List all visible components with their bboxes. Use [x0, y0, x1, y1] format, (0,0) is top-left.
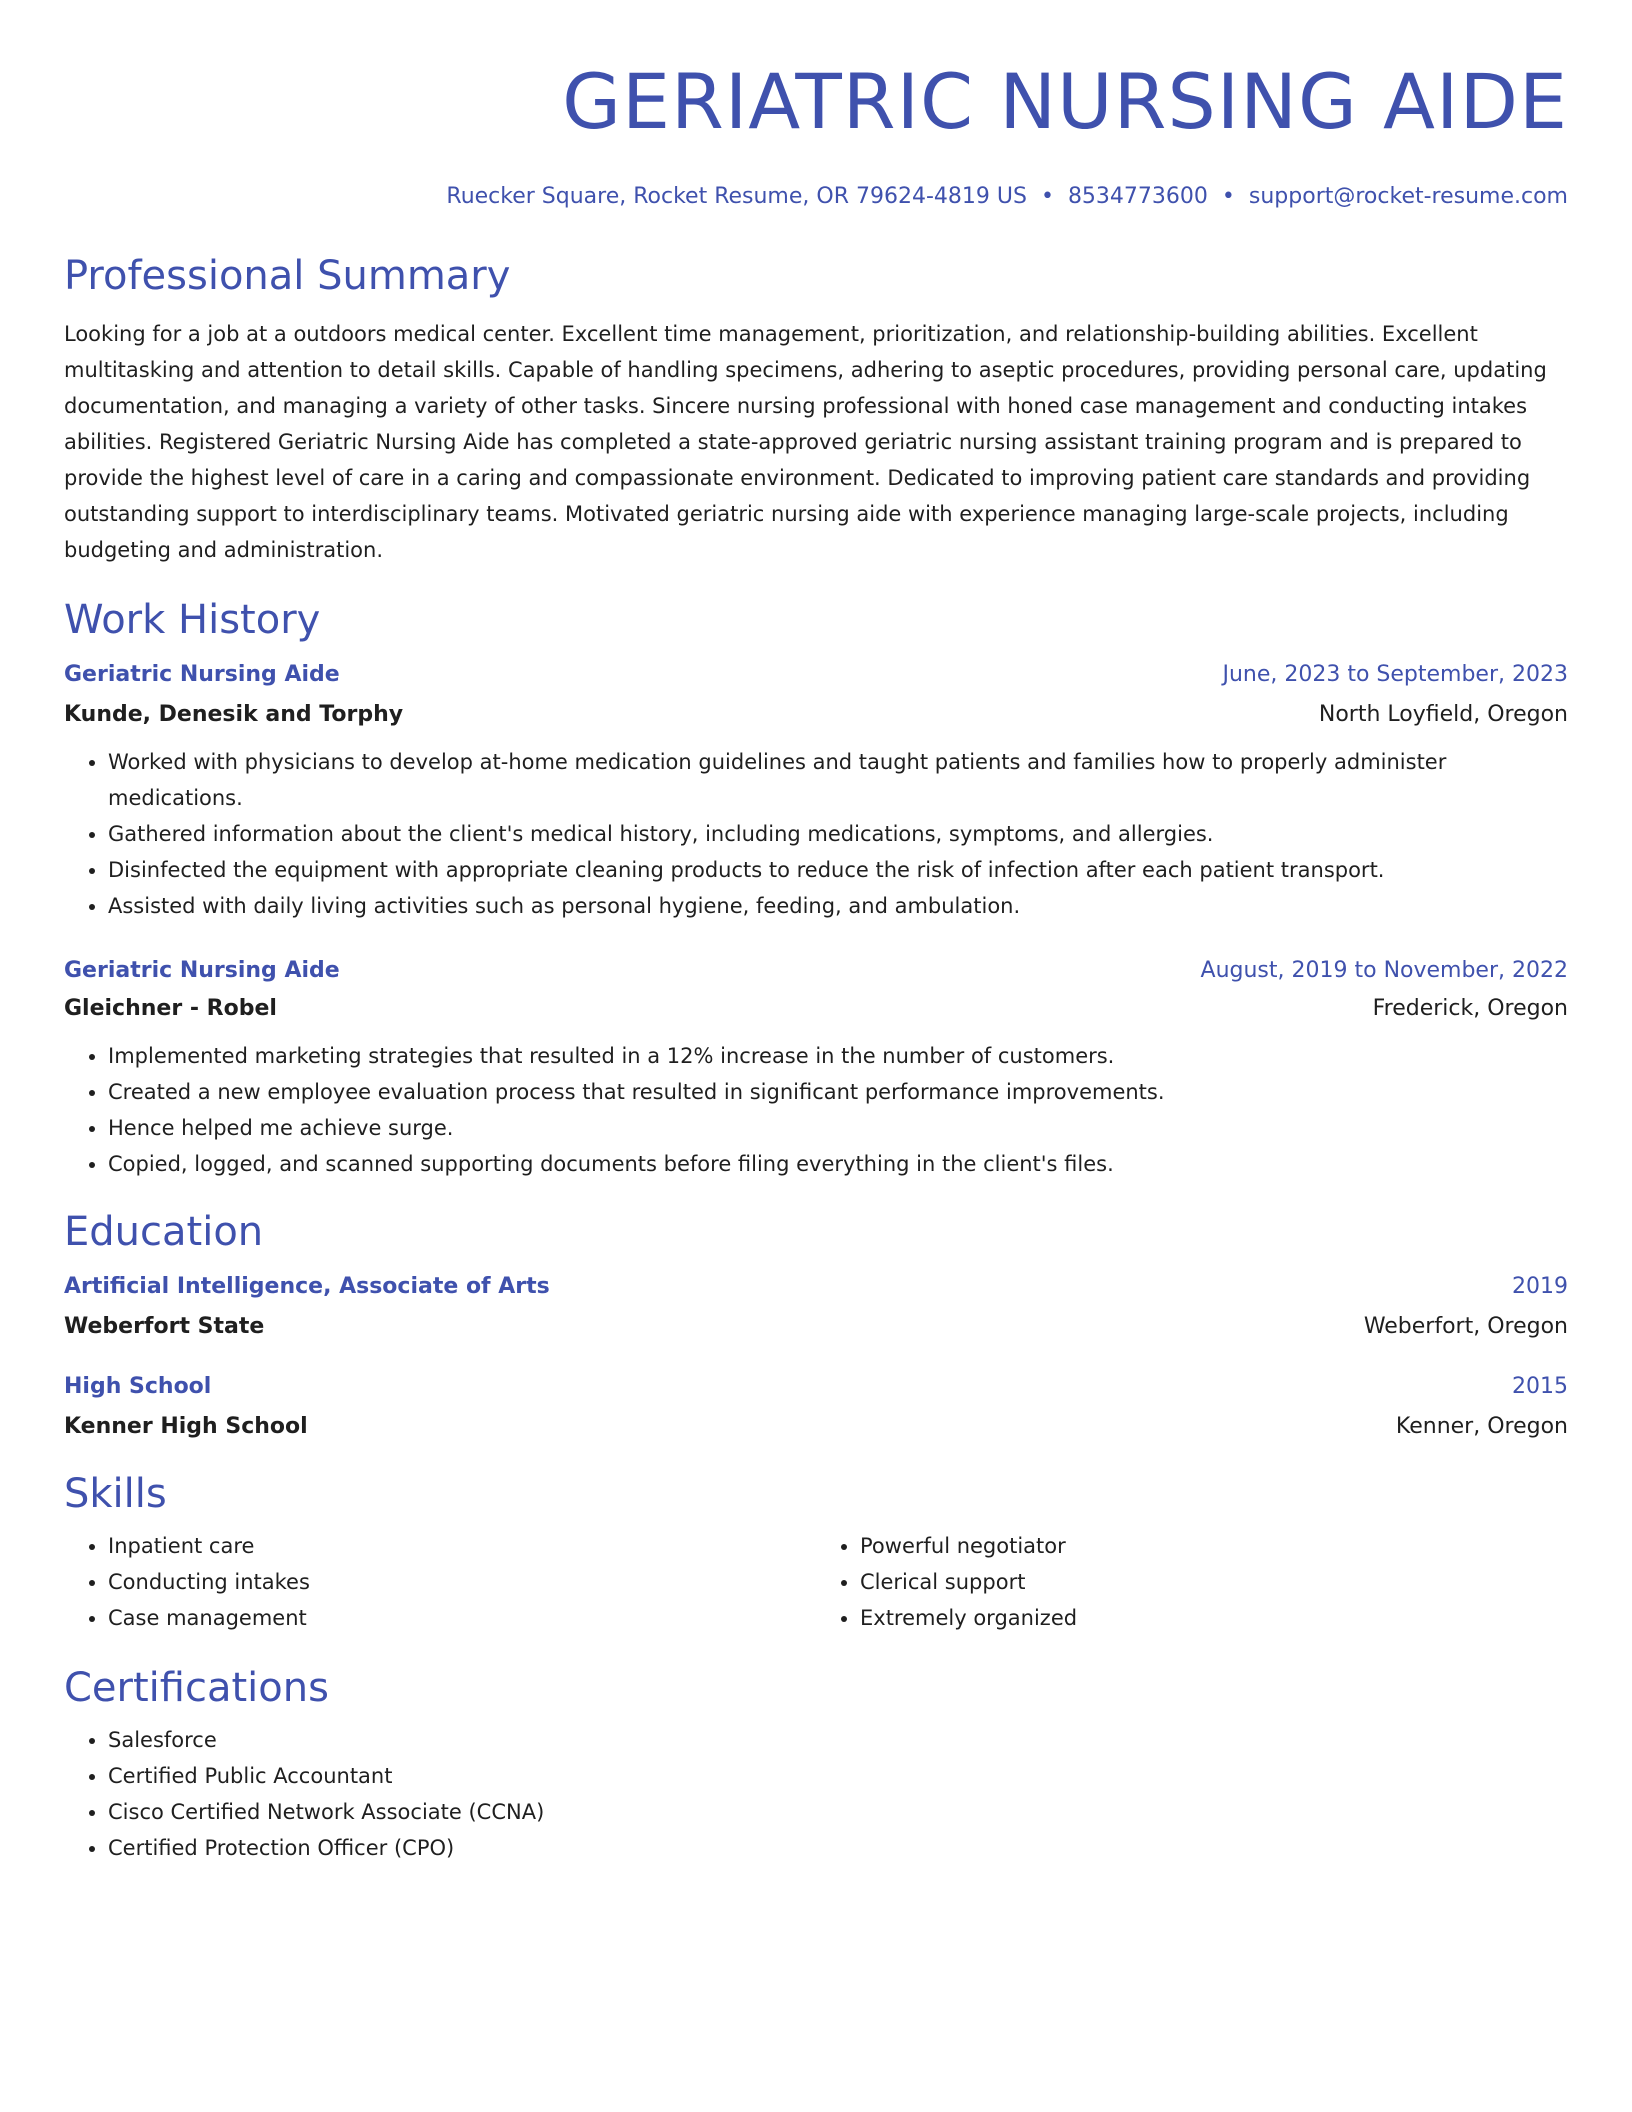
- skill-item: • Clerical support: [860, 1564, 1568, 1600]
- skill-item: • Extremely organized: [860, 1600, 1568, 1636]
- education-header-row: [64, 1272, 1568, 1302]
- work-history-section: [64, 594, 1568, 1182]
- summary-text: Looking for a job at a outdoors medical center. Excellent time management, prioritization, and relationship-building abilities. Excellent multitasking and attention to detail skills. Capable of handling specimens, adhering to aseptic procedures, providing personal care, updating documentation, and managing a variety of other tasks. Sincere nursing professional with honed case management and conducting intakes abilities. Registered Geriatric Nursing Aide has completed a state-approved geriatric nursing assistant training program and is prepared to provide the highest level of care in a caring and compassionate environment. Dedicated to improving patient care standards and providing outstanding support to interdisciplinary teams. Motivated geriatric nursing aide with experience managing large-scale projects, including budgeting and administration.: [64, 322, 1547, 562]
- section-title-summary: Professional Summary: [64, 253, 511, 299]
- resume-name: GERIATRIC NURSING AIDE: [562, 57, 1568, 146]
- certification-item: • Salesforce: [108, 1722, 1568, 1758]
- education-school: Weberfort State: [64, 1314, 265, 1339]
- job-header-row: [64, 956, 1568, 986]
- skill-item: • Powerful negotiator: [860, 1528, 1568, 1564]
- certification-item: • Certified Public Accountant: [108, 1758, 1568, 1794]
- skill-item: • Inpatient care: [108, 1528, 816, 1564]
- job-entry: [64, 956, 1568, 1182]
- education-school: Kenner High School: [64, 1414, 308, 1439]
- job-company: Gleichner - Robel: [64, 996, 277, 1021]
- skill-item: • Case management: [108, 1600, 816, 1636]
- job-bullet: • Assisted with daily living activities such as personal hygiene, feeding, and ambulation.: [108, 888, 1568, 924]
- contact-phone: 8534773600: [1067, 184, 1208, 209]
- certification-item: • Cisco Certified Network Associate (CCNA): [108, 1794, 1568, 1830]
- job-entry: [64, 660, 1568, 924]
- education-school-row: [64, 1412, 1568, 1442]
- education-location: Weberfort, Oregon: [1363, 1314, 1568, 1339]
- skills-section: [64, 1468, 1568, 1636]
- skills-list-right: [816, 1528, 1568, 1636]
- education-header-row: [64, 1372, 1568, 1402]
- job-title: Geriatric Nursing Aide: [64, 958, 340, 983]
- job-dates: August, 2019 to November, 2022: [1200, 958, 1568, 983]
- section-title-work-history: Work History: [64, 597, 321, 643]
- job-bullets: [64, 1038, 1568, 1182]
- job-location: North Loyfield, Oregon: [1318, 702, 1568, 727]
- job-location: Frederick, Oregon: [1372, 996, 1568, 1021]
- job-title: Geriatric Nursing Aide: [64, 662, 340, 687]
- education-location: Kenner, Oregon: [1395, 1414, 1568, 1439]
- education-section: [64, 1206, 1568, 1442]
- education-entry: [64, 1272, 1568, 1342]
- job-header-row: [64, 660, 1568, 690]
- contact-line: [64, 182, 1568, 212]
- contact-separator: •: [1221, 184, 1235, 209]
- job-bullet: • Gathered information about the client's medical history, including medications, symptoms, and allergies.: [108, 816, 1568, 852]
- education-year: 2019: [1512, 1274, 1568, 1299]
- contact-separator: •: [1040, 184, 1054, 209]
- section-title-skills: Skills: [64, 1471, 167, 1517]
- job-bullet: • Copied, logged, and scanned supporting documents before filing everything in the client's files.: [108, 1146, 1568, 1182]
- certifications-list: [64, 1722, 1568, 1866]
- skills-grid: [64, 1520, 1568, 1636]
- contact-address: Ruecker Square, Rocket Resume, OR 79624-4819 US: [446, 184, 1027, 209]
- section-title-certifications: Certifications: [64, 1665, 329, 1711]
- education-entry: [64, 1372, 1568, 1442]
- certification-item: • Certified Protection Officer (CPO): [108, 1830, 1568, 1866]
- section-title-education: Education: [64, 1209, 264, 1255]
- job-company-row: [64, 994, 1568, 1024]
- job-company: Kunde, Denesik and Torphy: [64, 702, 404, 727]
- education-year: 2015: [1512, 1374, 1568, 1399]
- contact-email[interactable]: support@rocket-resume.com: [1248, 184, 1568, 209]
- job-bullet: • Worked with physicians to develop at-home medication guidelines and taught patients and families how to properly administer medications.: [108, 744, 1568, 816]
- job-dates: June, 2023 to September, 2023: [1222, 662, 1568, 687]
- job-bullet: • Disinfected the equipment with appropriate cleaning products to reduce the risk of infection after each patient transport.: [108, 852, 1568, 888]
- education-degree: High School: [64, 1374, 212, 1399]
- certifications-section: [64, 1662, 1568, 1866]
- job-bullet: • Implemented marketing strategies that resulted in a 12% increase in the number of customers.: [108, 1038, 1568, 1074]
- job-company-row: [64, 700, 1568, 730]
- job-bullet: • Hence helped me achieve surge.: [108, 1110, 1568, 1146]
- education-degree: Artificial Intelligence, Associate of Arts: [64, 1274, 550, 1299]
- job-bullet: • Created a new employee evaluation process that resulted in significant performance improvements.: [108, 1074, 1568, 1110]
- job-bullets: [64, 744, 1568, 924]
- summary-section: [64, 250, 1568, 568]
- education-school-row: [64, 1312, 1568, 1342]
- skills-list-left: [64, 1528, 816, 1636]
- skill-item: • Conducting intakes: [108, 1564, 816, 1600]
